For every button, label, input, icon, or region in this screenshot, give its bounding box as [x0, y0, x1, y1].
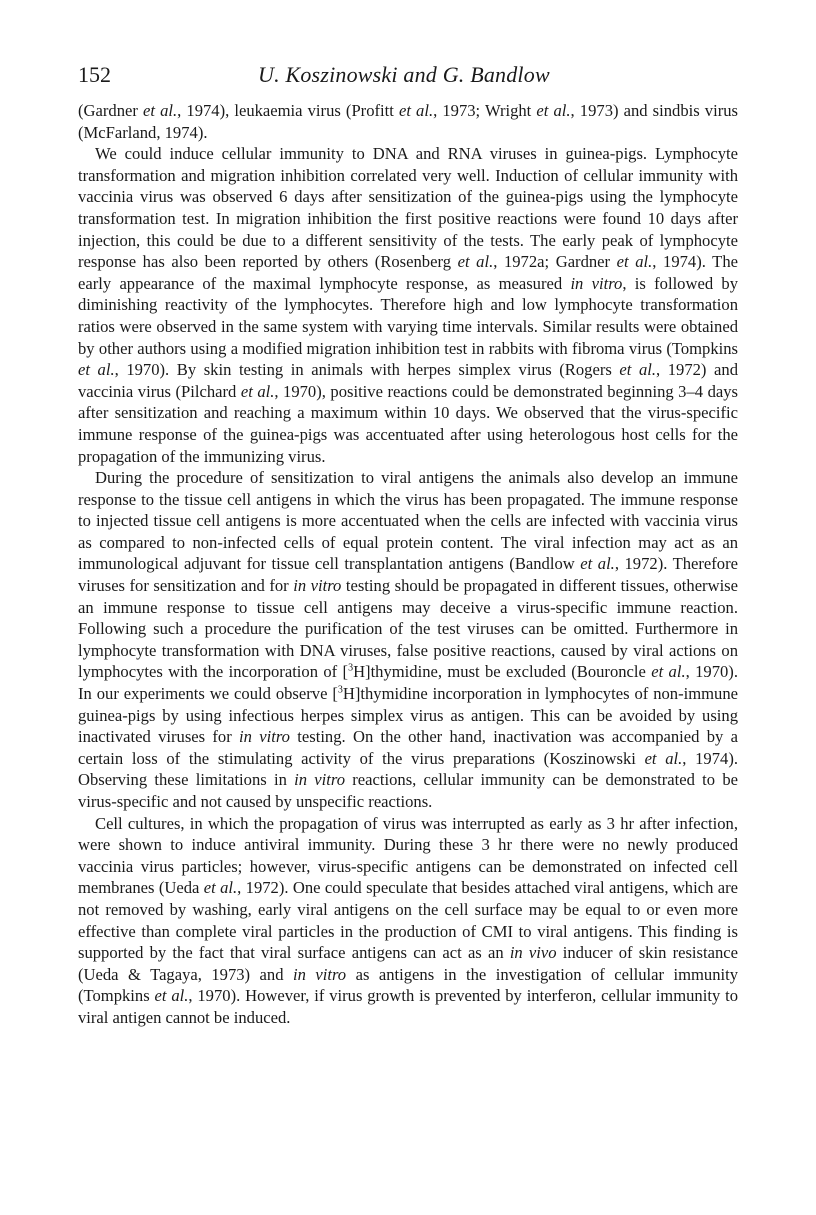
text-run: , 1974), leukaemia virus (Profitt [177, 101, 399, 120]
text-run: H]thymidine, must be excluded (Bouroncle [353, 662, 652, 682]
italic-text: in vitro [294, 770, 346, 790]
italic-text: in vitro [293, 576, 342, 596]
text-run: H]thymidine incorporation in lymphocytes of non-immune guinea-pigs by using infectious herpes simplex virus as antigen. This can be avoided by using inactivated viruses for [78, 684, 738, 747]
italic-text: et al. [203, 878, 238, 898]
italic-text: et al. [398, 101, 434, 120]
text-run: , 1973) and sindbis virus (McFarland, 1974). [78, 101, 738, 142]
text-run: , 1972a; Gardner [493, 252, 617, 272]
italic-text: et al. [651, 662, 686, 682]
italic-text: et al. [536, 101, 571, 120]
text-run: , 1970). In our experiments we could observe [ [78, 662, 738, 704]
text-run: (Gardner [78, 101, 143, 120]
text-run: , 1970), positive reactions could be demonstrated beginning 3–4 days after sensitization and reaching a maximum within 10 days. We observed that the virus-specific immune response of the guinea-pigs was accentuated after using heterologous host cells for the propagation of the immunizing virus. [78, 381, 738, 466]
superscript: 3 [337, 684, 343, 696]
superscript: 3 [348, 662, 354, 674]
paragraph [78, 100, 738, 143]
text-run: , 1974). The early appearance of the maximal lymphocyte response, as measured [78, 252, 738, 293]
text-run: We could induce cellular immunity to DNA and RNA viruses in guinea-pigs. Lymphocyte transformation and migration inhibition correlated very well. Induction of cellular immunity with vaccinia virus was observed 6 days after sensitization of the guinea-pigs using the lymphocyte transformation test. In migration inhibition the first positive reactions were found 10 days after injection, this could be due to a different sensitivity of the tests. The early peak of lymphocyte response has also been reported by others (Rosenberg [78, 144, 738, 272]
running-head-authors: U. Koszinowski and G. Bandlow [258, 62, 550, 87]
text-run: , 1973; Wright [433, 101, 537, 120]
text-run: , 1972) and vaccinia virus (Pilchard [78, 360, 738, 401]
text-run: , 1972). One could speculate that besides attached viral antigens, which are not removed by washing, early viral antigens on the cell surface may be equal to or even more effective than complete viral particles in the production of CMI to viral antigens. This finding is supported by the fact that viral surface antigens can act as an [78, 878, 738, 963]
text-run: , 1970). However, if virus growth is prevented by interferon, cellular immunity to viral antigen cannot be induced. [78, 986, 738, 1027]
italic-text: et al. [154, 986, 189, 1006]
text-run: Cell cultures, in which the propagation of virus was interrupted as early as 3 hr after infection, were shown to induce antiviral immunity. During these 3 hr there were no newly produced vaccinia virus particles; however, virus-specific antigens can be demonstrated on infected cell membranes (Ueda [78, 813, 738, 898]
text-run: , 1970). By skin testing in animals with herpes simplex virus (Rogers [114, 360, 620, 380]
italic-text: et al. [644, 748, 683, 768]
italic-text: et al. [143, 101, 178, 120]
text-run: During the procedure of sensitization to viral antigens the animals also develop an immune response to the tissue cell antigens in which the virus has been propagated. The immune response to injected tissue cell antigens is more accentuated when the cells are infected with vaccinia virus as compared to non-infected cells of equal protein content. The viral infection may act as an immunological adjuvant for tissue cell transplantation antigens (Bandlow [78, 468, 738, 574]
page-number: 152 [78, 62, 111, 87]
italic-text: in vitro [239, 727, 290, 747]
italic-text: in vitro [293, 964, 347, 984]
paragraph [78, 813, 738, 1029]
italic-text: in vitro [570, 273, 623, 293]
text-run: testing should be propagated in different tissues, otherwise an immune response to tissue cell antigens may deceive a virus-specific immune reaction. Following such a procedure the purification of the test viruses can be omitted. Furthermore in lymphocyte transformation with DNA viruses, false positive reactions, caused by viral actions on lymphocytes with the incorporation of [ [78, 576, 739, 682]
text-run: inducer of skin resistance (Ueda & Tagaya, 1973) and [78, 943, 738, 984]
paragraph [78, 143, 738, 467]
italic-text: et al. [457, 252, 494, 272]
page-header [78, 62, 738, 96]
text-run: testing. On the other hand, inactivation was accompanied by a certain loss of the stimulating activity of the virus preparations (Koszinowski [78, 727, 739, 768]
italic-text: et al. [580, 554, 615, 574]
italic-text: et al. [78, 360, 115, 380]
text-run: reactions, cellular immunity can be demonstrated to be virus-specific and not caused by unspecific reactions. [78, 770, 738, 811]
text-run: , 1972). Therefore viruses for sensitization and for [78, 554, 738, 596]
journal-page [78, 62, 738, 1029]
italic-text: et al. [240, 381, 275, 401]
italic-text: in vivo [509, 943, 557, 963]
text-run: as antigens in the investigation of cellular immunity (Tompkins [78, 964, 739, 1006]
body-text [78, 100, 738, 1029]
text-run: , is followed by diminishing reactivity of the lymphocytes. Therefore high and low lymphocyte transformation ratios were observed in the same system with varying time intervals. Similar results were obtained by other authors using a modified migration inhibition test in rabbits with fibroma virus (Tompkins [78, 273, 739, 358]
italic-text: et al. [616, 252, 653, 272]
italic-text: et al. [619, 360, 657, 380]
paragraph [78, 467, 738, 813]
text-run: , 1974). Observing these limitations in [78, 748, 738, 790]
